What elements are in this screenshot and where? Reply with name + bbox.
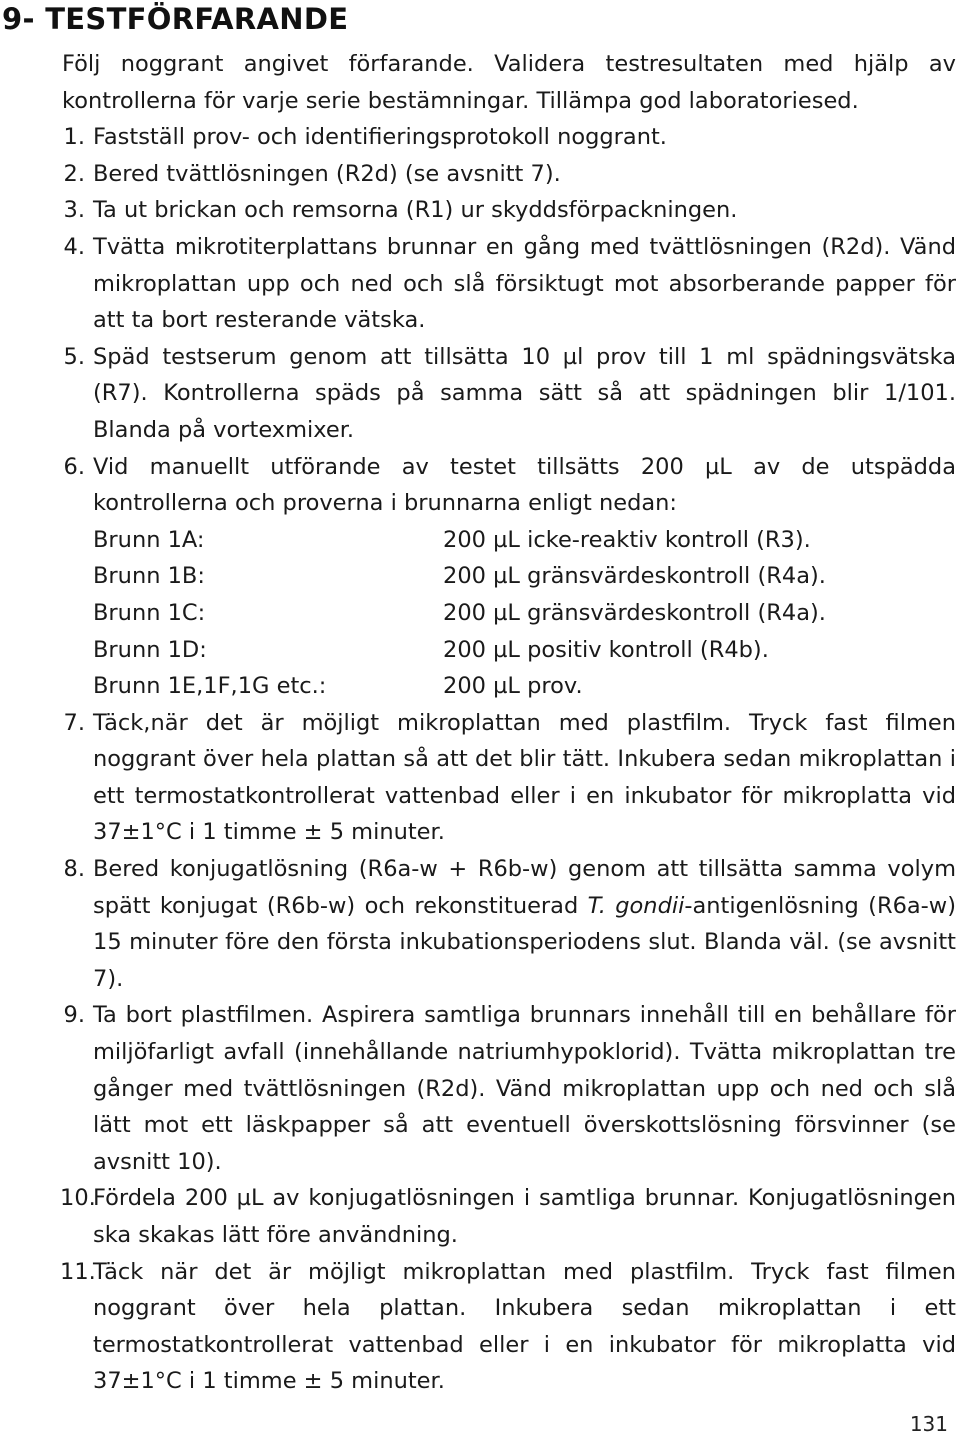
- step-7: [60, 705, 956, 851]
- well-content: 200 µL icke-reaktiv kontroll (R3).: [443, 526, 811, 553]
- step-text: Ta ut brickan och remsorna (R1) ur skyddsförpackningen.: [93, 197, 738, 224]
- step-number: 3.: [63, 197, 85, 224]
- step-number: 8.: [63, 856, 85, 883]
- step-number: 1.: [63, 124, 85, 151]
- intro-paragraph: Följ noggrant angivet förfarande. Validera testresultaten med hjälp av kontrollerna för varje serie bestämningar. Tillämpa god laboratoriesed.: [62, 51, 956, 114]
- section-heading: 9- TESTFÖRFARANDE: [2, 2, 349, 36]
- well-content: 200 µL positiv kontroll (R4b).: [443, 636, 769, 663]
- step-text: [93, 851, 956, 997]
- well-name: Brunn 1E,1F,1G etc.:: [93, 673, 327, 700]
- well-row: [93, 558, 956, 595]
- section-content: [60, 46, 956, 1400]
- page-number: 131: [909, 1412, 948, 1436]
- step-4: [60, 229, 956, 339]
- well-name: Brunn 1C:: [93, 599, 206, 626]
- well-row: [93, 668, 956, 705]
- well-row: [93, 632, 956, 669]
- step-3: [60, 192, 956, 229]
- wells-table: [93, 522, 956, 705]
- procedure-steps: [60, 119, 956, 1400]
- step-8: [60, 851, 956, 997]
- step-1: [60, 119, 956, 156]
- step-number: 4.: [63, 233, 85, 260]
- well-name: Brunn 1A:: [93, 526, 205, 553]
- step-number: 6.: [63, 453, 85, 480]
- species-name: T. gondii: [587, 892, 685, 919]
- step-5: [60, 339, 956, 449]
- step-text: Bered tvättlösningen (R2d) (se avsnitt 7).: [93, 160, 561, 187]
- step-10: [60, 1180, 956, 1253]
- step-2: [60, 156, 956, 193]
- step-text-part: -antigenlösning (R6a-w) 15 minuter före den första inkubationsperiodens slut. Blanda väl. (se avsnitt 7).: [93, 892, 956, 992]
- well-name: Brunn 1D:: [93, 636, 207, 663]
- well-row: [93, 522, 956, 559]
- step-number: 11.: [60, 1258, 96, 1285]
- step-text-part: Bered konjugatlösning (R6a-w + R6b-w) genom att tillsätta samma volym spätt konjugat (R6b-w) och rekonstituerad: [93, 856, 956, 919]
- step-text: Täck,när det är möjligt mikroplattan med plastfilm. Tryck fast filmen noggrant över hela plattan så att det blir tätt. Inkubera sedan mikroplattan i ett termostatkontrollerat vattenbad eller i en inkubator för mikroplatta vid 37±1°C i 1 timme ± 5 minuter.: [93, 709, 956, 846]
- well-content: 200 µL gränsvärdeskontroll (R4a).: [443, 599, 826, 626]
- step-11: [60, 1254, 956, 1400]
- step-text: Fördela 200 µL av konjugatlösningen i samtliga brunnar. Konjugatlösningen ska skakas lätt före användning.: [93, 1185, 956, 1248]
- step-number: 10.: [60, 1185, 96, 1212]
- step-number: 9.: [63, 1002, 85, 1029]
- step-number: 2.: [63, 160, 85, 187]
- step-text: Tvätta mikrotiterplattans brunnar en gång med tvättlösningen (R2d). Vänd mikroplattan upp och ned och slå försiktugt mot absorberande papper för att ta bort resterande vätska.: [93, 233, 956, 334]
- step-number: 7.: [63, 709, 85, 736]
- well-name: Brunn 1B:: [93, 563, 205, 590]
- well-row: [93, 595, 956, 632]
- step-6: [60, 449, 956, 705]
- well-content: 200 µL prov.: [443, 673, 583, 700]
- step-text: Täck när det är möjligt mikroplattan med plastfilm. Tryck fast filmen noggrant över hela plattan. Inkubera sedan mikroplattan i ett termostatkontrollerat vattenbad eller i en inkubator för mikroplatta vid 37±1°C i 1 timme ± 5 minuter.: [93, 1258, 956, 1395]
- step-text: Fastställ prov- och identifieringsprotokoll noggrant.: [93, 124, 667, 151]
- step-text: Ta bort plastfilmen. Aspirera samtliga brunnars innehåll till en behållare för miljöfarligt avfall (innehållande natriumhypoklorid). Tvätta mikroplattan tre gånger med tvättlösningen (R2d). Vänd mikroplattan upp och ned och slå lätt mot ett läskpapper så att eventuell överskottslösning försvinner (se avsnitt 10).: [93, 1002, 956, 1175]
- well-content: 200 µL gränsvärdeskontroll (R4a).: [443, 563, 826, 590]
- step-number: 5.: [63, 343, 85, 370]
- step-text: Späd testserum genom att tillsätta 10 µl prov till 1 ml spädningsvätska (R7). Kontrollerna späds på samma sätt så att spädningen blir 1/101. Blanda på vortexmixer.: [93, 343, 956, 443]
- step-text: Vid manuellt utförande av testet tillsätts 200 µL av de utspädda kontrollerna och proverna i brunnarna enligt nedan:: [93, 453, 956, 517]
- step-9: [60, 997, 956, 1180]
